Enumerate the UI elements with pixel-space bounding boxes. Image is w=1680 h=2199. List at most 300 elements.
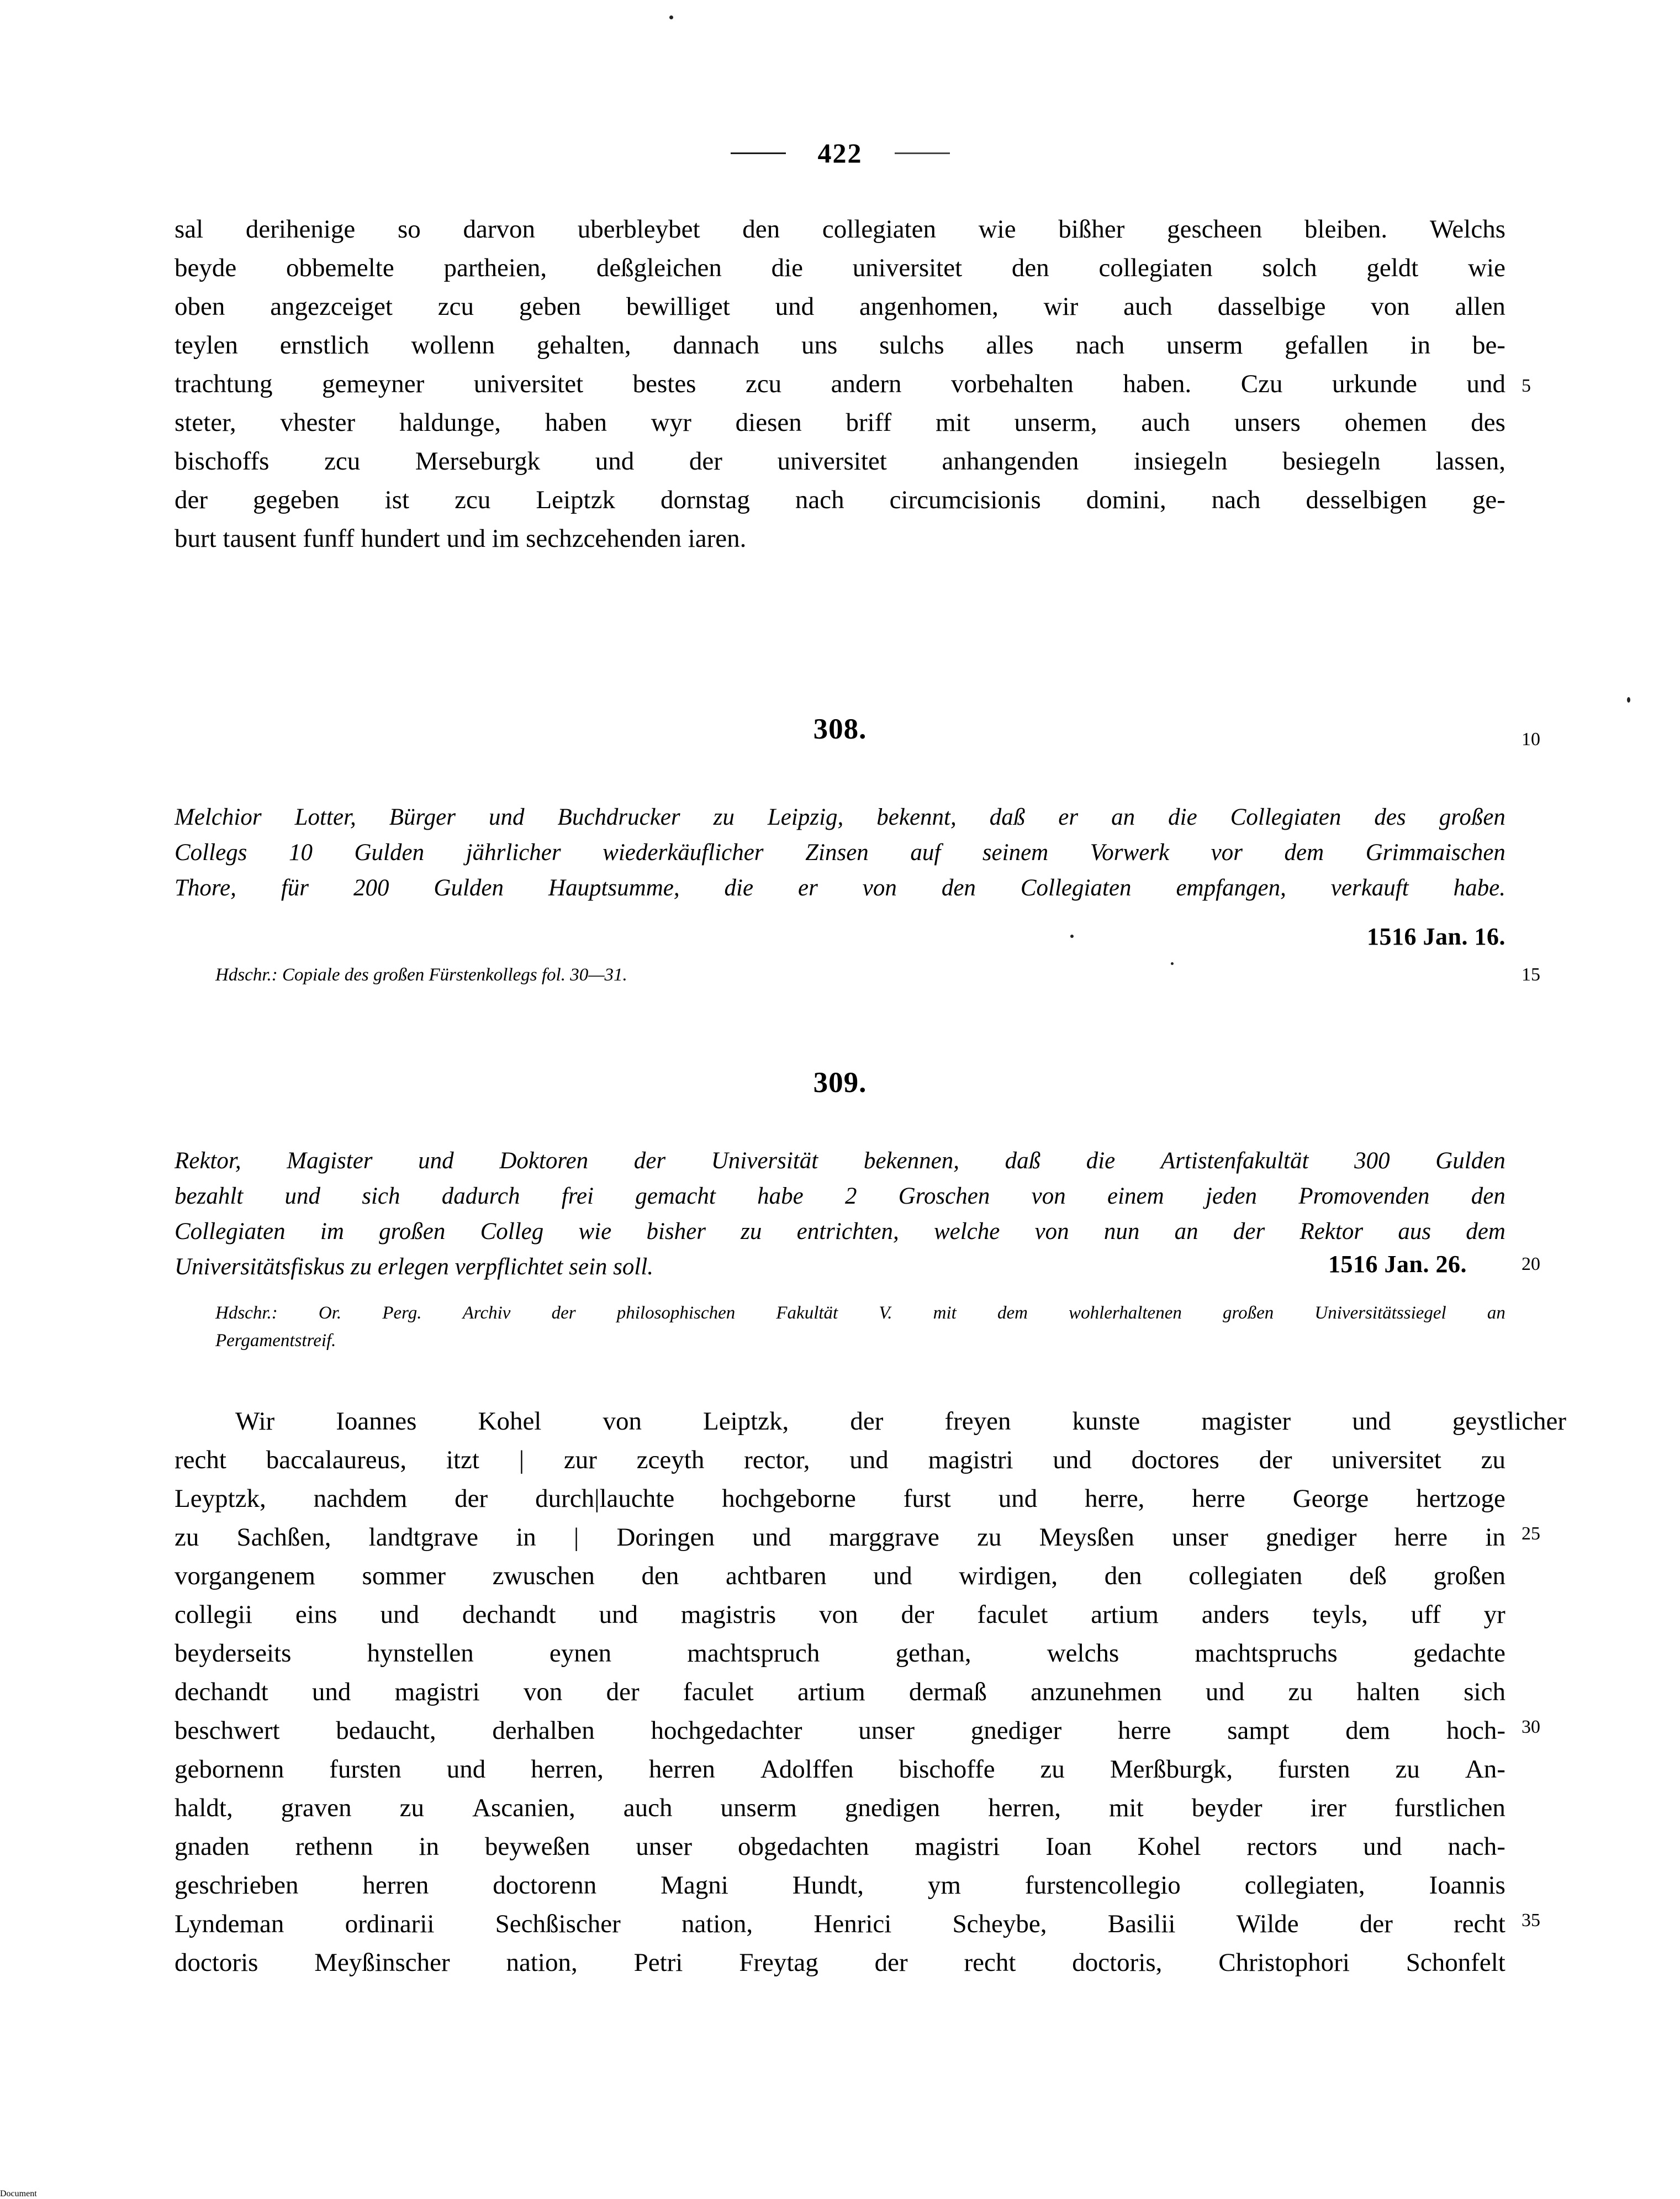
text-line [175, 1673, 1505, 1711]
word: dechandt [462, 1600, 556, 1629]
word: unser [1172, 1523, 1228, 1552]
word: die [1086, 1148, 1116, 1174]
word: Merßburgk, [1110, 1755, 1233, 1784]
word: zcu [455, 486, 491, 514]
word: und [998, 1484, 1038, 1513]
word: herren, [988, 1794, 1061, 1822]
word: urkunde [1332, 370, 1417, 398]
word: Rektor [1299, 1219, 1364, 1244]
word: Kohel [478, 1407, 542, 1436]
word: an [1174, 1219, 1198, 1244]
word: Magni [661, 1871, 728, 1900]
text-line [175, 326, 1505, 365]
text-line [175, 1905, 1505, 1943]
word: des [1374, 804, 1406, 830]
word: Sachßen, [236, 1523, 331, 1552]
word: dem [1345, 1716, 1391, 1745]
word: bekennt, [876, 804, 957, 830]
word: von [819, 1600, 858, 1629]
word: der [1359, 1910, 1393, 1938]
word: auch [623, 1794, 673, 1822]
word: lassen, [1435, 447, 1505, 476]
marginal-line-number: 5 [1521, 376, 1531, 396]
word: briff [846, 408, 892, 437]
word: zu [977, 1523, 1002, 1552]
word: zwuschen [492, 1562, 595, 1590]
word: und [380, 1600, 419, 1629]
line-text: Hdschr.: Copiale des großen Fürstenkollegs fol. 30—31. [215, 965, 627, 985]
word: empfangen, [1176, 875, 1286, 901]
word: er [798, 875, 818, 901]
word: beyweßen [484, 1832, 590, 1861]
word: und [599, 1600, 638, 1629]
word: gnediger [970, 1716, 1062, 1745]
word: fursten [329, 1755, 401, 1784]
word: von [1034, 1219, 1069, 1244]
word: obbemelte [286, 254, 394, 282]
word: alles [986, 331, 1034, 360]
word: uns [801, 331, 838, 360]
word: wyr [651, 408, 691, 437]
word: hochgedachter [651, 1716, 802, 1745]
word: freyen [944, 1407, 1011, 1436]
word: rector, [744, 1446, 810, 1474]
word: Kohel [1137, 1832, 1201, 1861]
word: teylen [175, 331, 238, 360]
word: großen [379, 1219, 446, 1244]
word: Vorwerk [1090, 840, 1170, 866]
section-number-309: 309. [813, 1067, 867, 1099]
word: von [862, 875, 897, 901]
word: universitet [852, 254, 963, 282]
word: gemeyner [321, 370, 425, 398]
word: dermaß [908, 1678, 987, 1706]
word: ordinarii [345, 1910, 435, 1938]
word: zu [1040, 1755, 1065, 1784]
word: den [941, 875, 976, 901]
line-text: Pergamentstreif. [215, 1331, 336, 1351]
word: bisher [646, 1219, 706, 1244]
word: Ioan [1045, 1832, 1092, 1861]
word: wollenn [411, 331, 495, 360]
text-line [175, 442, 1505, 481]
word: yr [1483, 1600, 1505, 1629]
word: unser [636, 1832, 693, 1861]
word: recht [964, 1948, 1016, 1977]
word: collegii [175, 1600, 252, 1629]
word: haldt, [175, 1794, 233, 1822]
word: Freytag [739, 1948, 818, 1977]
word: doctorenn [493, 1871, 597, 1900]
word: gnaden [175, 1832, 250, 1861]
word: welche [933, 1219, 1000, 1244]
word: Wir [235, 1407, 275, 1436]
marginal-line-number: 15 [1521, 964, 1540, 985]
word: bischoffs [175, 447, 270, 476]
word: beyder [1191, 1794, 1262, 1822]
marginal-line-number: 35 [1521, 1910, 1540, 1931]
word: und [1205, 1678, 1245, 1706]
word: nation, [506, 1948, 578, 1977]
word: daß [1005, 1148, 1041, 1174]
word: Hdschr.: [215, 1303, 278, 1323]
word: gethan, [895, 1639, 971, 1668]
word: zu [741, 1219, 762, 1244]
word: der [455, 1484, 488, 1513]
text-line [175, 1441, 1505, 1479]
text-line [175, 1866, 1505, 1905]
text-line [175, 800, 1505, 835]
word: zu [175, 1523, 199, 1552]
word: universitet [777, 447, 887, 476]
word: teyls, [1312, 1600, 1368, 1629]
text-line [175, 1711, 1505, 1750]
word: auf [910, 840, 941, 866]
word: großen [1223, 1303, 1274, 1323]
word: eins [295, 1600, 337, 1629]
word: gnedigen [844, 1794, 941, 1822]
marginal-line-number: 30 [1521, 1717, 1540, 1737]
word: Gulden [1435, 1148, 1505, 1174]
word: bleiben. [1304, 215, 1388, 244]
word: Collegiaten [1020, 875, 1132, 901]
word: bekennen, [863, 1148, 959, 1174]
word: Collegiaten [175, 1219, 286, 1244]
word: wir [1043, 292, 1079, 321]
word: Czu [1240, 370, 1283, 398]
word: unser [858, 1716, 915, 1745]
word: bischoffe [899, 1755, 995, 1784]
word: herren, [531, 1755, 604, 1784]
word: von [523, 1678, 563, 1706]
word: Collegiaten [1230, 804, 1341, 830]
word: obgedachten [737, 1832, 869, 1861]
word: | [573, 1523, 579, 1552]
word: dem [1466, 1219, 1505, 1244]
word: an [1111, 804, 1135, 830]
paragraph-continuation [175, 210, 1505, 558]
word: durch|lauchte [535, 1484, 675, 1513]
word: die [771, 254, 804, 282]
word: Leipzig, [767, 804, 844, 830]
word: Collegs [175, 840, 247, 866]
word: Christophori [1218, 1948, 1350, 1977]
word: der [689, 447, 722, 476]
word: gnediger [1266, 1523, 1357, 1552]
word: der [1259, 1446, 1292, 1474]
word: beschwert [175, 1716, 280, 1745]
word: insiegeln [1134, 447, 1228, 476]
word: zu [399, 1794, 425, 1822]
word: Melchior [175, 804, 262, 830]
word: angenhomen, [859, 292, 999, 321]
word: hynstellen [367, 1639, 474, 1668]
word: be- [1472, 331, 1505, 360]
word: sulchs [879, 331, 944, 360]
word: machtspruch [687, 1639, 820, 1668]
word: faculet [977, 1600, 1048, 1629]
text-line [175, 1827, 1505, 1866]
text-line [175, 1479, 1505, 1518]
word: besiegeln [1282, 447, 1381, 476]
word: uberbleybet [577, 215, 700, 244]
word: Merseburgk [415, 447, 541, 476]
word: Leyptzk, [175, 1484, 266, 1513]
word: Fakultät [776, 1303, 838, 1323]
header-rule-right [895, 152, 950, 154]
word: ist [384, 486, 410, 514]
word: gemacht [635, 1183, 716, 1209]
word: Meysßen [1039, 1523, 1134, 1552]
word: gefallen [1285, 331, 1369, 360]
word: dasselbige [1217, 292, 1326, 321]
word: seinem [982, 840, 1049, 866]
word: zu [1481, 1446, 1505, 1474]
word: zur [563, 1446, 597, 1474]
word: sich [1464, 1678, 1505, 1706]
marginal-line-number: 10 [1521, 729, 1540, 750]
header-rule-left [731, 152, 786, 154]
word: und [1466, 370, 1505, 398]
text-line [175, 1214, 1505, 1249]
word: graven [281, 1794, 352, 1822]
word: Henrici [813, 1910, 892, 1938]
word: andern [831, 370, 902, 398]
word: Groschen [898, 1183, 990, 1209]
word: geschrieben [175, 1871, 299, 1900]
word: jährlicher [466, 840, 561, 866]
word: ym [927, 1871, 961, 1900]
word: bedaucht, [336, 1716, 436, 1745]
text-line [175, 1943, 1505, 1982]
word: oben [175, 292, 225, 321]
word: den [641, 1562, 679, 1590]
word: einem [1107, 1183, 1164, 1209]
word: Doktoren [499, 1148, 589, 1174]
word: welchs [1047, 1639, 1119, 1668]
word: artium [797, 1678, 865, 1706]
word: Archiv [462, 1303, 511, 1323]
word: mit [1109, 1794, 1144, 1822]
marginal-line-number: 25 [1521, 1523, 1540, 1544]
word: doctoris, [1072, 1948, 1163, 1977]
word: Ioannis [1429, 1871, 1505, 1900]
word: geldt [1366, 254, 1419, 282]
word: mit [935, 408, 970, 437]
word: bezahlt [175, 1183, 244, 1209]
word: bestes [632, 370, 696, 398]
word: nun [1103, 1219, 1140, 1244]
word: in [419, 1832, 439, 1861]
word: zu [713, 804, 735, 830]
word: recht [1454, 1910, 1505, 1938]
word: und [1363, 1832, 1402, 1861]
word: dem [1284, 840, 1324, 866]
word: halten [1356, 1678, 1420, 1706]
word: dadurch [441, 1183, 520, 1209]
word: den [742, 215, 780, 244]
word: doctoris [175, 1948, 258, 1977]
word: irer [1310, 1794, 1346, 1822]
word: gescheen [1167, 215, 1262, 244]
word: Leiptzk [536, 486, 615, 514]
word: beyde [175, 254, 237, 282]
word: so [397, 215, 421, 244]
word: verkauft [1330, 875, 1409, 901]
word: an [1487, 1303, 1505, 1323]
word: Hundt, [792, 1871, 864, 1900]
word: V. [879, 1303, 892, 1323]
word: vor [1211, 840, 1243, 866]
word: magister [1201, 1407, 1291, 1436]
word: herre [1192, 1484, 1245, 1513]
word: desselbigen [1306, 486, 1427, 514]
word: herre, [1085, 1484, 1145, 1513]
word: Scheybe, [952, 1910, 1047, 1938]
word: trachtung [175, 370, 273, 398]
word: derihenige [245, 215, 356, 244]
word: Promovenden [1298, 1183, 1430, 1209]
word: auch [1123, 292, 1172, 321]
word: partheien, [443, 254, 547, 282]
word: diesen [735, 408, 802, 437]
word: Magister [287, 1148, 373, 1174]
word: faculet [683, 1678, 754, 1706]
word: zu [1395, 1755, 1420, 1784]
word: und [595, 447, 635, 476]
word: Bürger [389, 804, 456, 830]
text-line [175, 1179, 1505, 1214]
word: eynen [549, 1639, 612, 1668]
word: sal [175, 215, 204, 244]
word: geystlicher [1452, 1407, 1566, 1436]
word: Buchdrucker [557, 804, 680, 830]
word: 2 [844, 1183, 857, 1209]
text-line [175, 1595, 1505, 1634]
word: zcu [437, 292, 474, 321]
word: haldunge, [399, 408, 501, 437]
word: Perg. [382, 1303, 422, 1323]
word: hoch- [1446, 1716, 1505, 1745]
word: den [1471, 1183, 1505, 1209]
word: und [752, 1523, 791, 1552]
word: geben [519, 292, 582, 321]
word: Basilii [1107, 1910, 1176, 1938]
word: unserm, [1014, 408, 1097, 437]
word: dornstag [660, 486, 750, 514]
word: der [175, 486, 208, 514]
word: der [901, 1600, 934, 1629]
word: den [1011, 254, 1049, 282]
word: der [606, 1678, 640, 1706]
word: und [775, 292, 815, 321]
word: aus [1398, 1219, 1431, 1244]
word: kunste [1072, 1407, 1140, 1436]
word: Adolffen [760, 1755, 854, 1784]
word: An- [1465, 1755, 1505, 1784]
word: und [284, 1183, 320, 1209]
word: Colleg [480, 1219, 544, 1244]
word: Wilde [1236, 1910, 1299, 1938]
page-number: 422 [817, 138, 863, 168]
word: derhalben [492, 1716, 595, 1745]
word: machtspruchs [1195, 1639, 1338, 1668]
word: Welchs [1429, 215, 1505, 244]
word: haben [545, 408, 607, 437]
text-line [215, 961, 1505, 989]
word: des [1471, 408, 1505, 437]
word: solch [1262, 254, 1317, 282]
word: Doringen [616, 1523, 715, 1552]
word: frei [561, 1183, 594, 1209]
word: Meyßinscher [314, 1948, 450, 1977]
word: der [551, 1303, 576, 1323]
word: großen [1433, 1562, 1505, 1590]
word: Thore, [175, 875, 236, 901]
text-line [175, 871, 1505, 906]
word: und [489, 804, 525, 830]
text-line [175, 1557, 1505, 1595]
word: collegiaten [1188, 1562, 1303, 1590]
word: vhester [280, 408, 356, 437]
word: collegiaten, [1244, 1871, 1365, 1900]
text-line [175, 1402, 1566, 1441]
word: 10 [288, 840, 313, 866]
word: Grimmaischen [1365, 840, 1505, 866]
word: zcu [745, 370, 782, 398]
word: herre [1394, 1523, 1448, 1552]
word: magistri [915, 1832, 1000, 1861]
word: darvon [463, 215, 535, 244]
dateline-309: 1516 Jan. 26. [1328, 1251, 1467, 1278]
word: hertzoge [1416, 1484, 1505, 1513]
word: Ioannes [336, 1407, 417, 1436]
word: jeden [1205, 1183, 1258, 1209]
word: von [1371, 292, 1410, 321]
word: unsers [1234, 408, 1301, 437]
word: haben. [1123, 370, 1192, 398]
word: und [849, 1446, 889, 1474]
word: Lotter, [294, 804, 356, 830]
word: in [1410, 331, 1431, 360]
word: habe [757, 1183, 804, 1209]
word: magistri [394, 1678, 480, 1706]
marginal-line-number: 20 [1521, 1254, 1540, 1274]
word: die [724, 875, 754, 901]
word: angezceiget [270, 292, 393, 321]
word: gedachte [1413, 1639, 1505, 1668]
word: nachdem [313, 1484, 408, 1513]
word: mit [933, 1303, 957, 1323]
word: dechandt [175, 1678, 268, 1706]
word: herren [648, 1755, 715, 1784]
word: bewilliget [626, 292, 730, 321]
word: anzunehmen [1031, 1678, 1162, 1706]
text-line [175, 365, 1505, 403]
running-head [0, 139, 1680, 167]
word: nach [1075, 331, 1125, 360]
word: er [1058, 804, 1079, 830]
word: Ascanien, [472, 1794, 575, 1822]
word: deß [1349, 1562, 1387, 1590]
word: und [418, 1148, 454, 1174]
word: Artistenfakultät [1160, 1148, 1309, 1174]
word: nach [795, 486, 844, 514]
word: Zinsen [805, 840, 869, 866]
word: in [1485, 1523, 1505, 1552]
word: zu [1288, 1678, 1313, 1706]
word: Petri [633, 1948, 683, 1977]
